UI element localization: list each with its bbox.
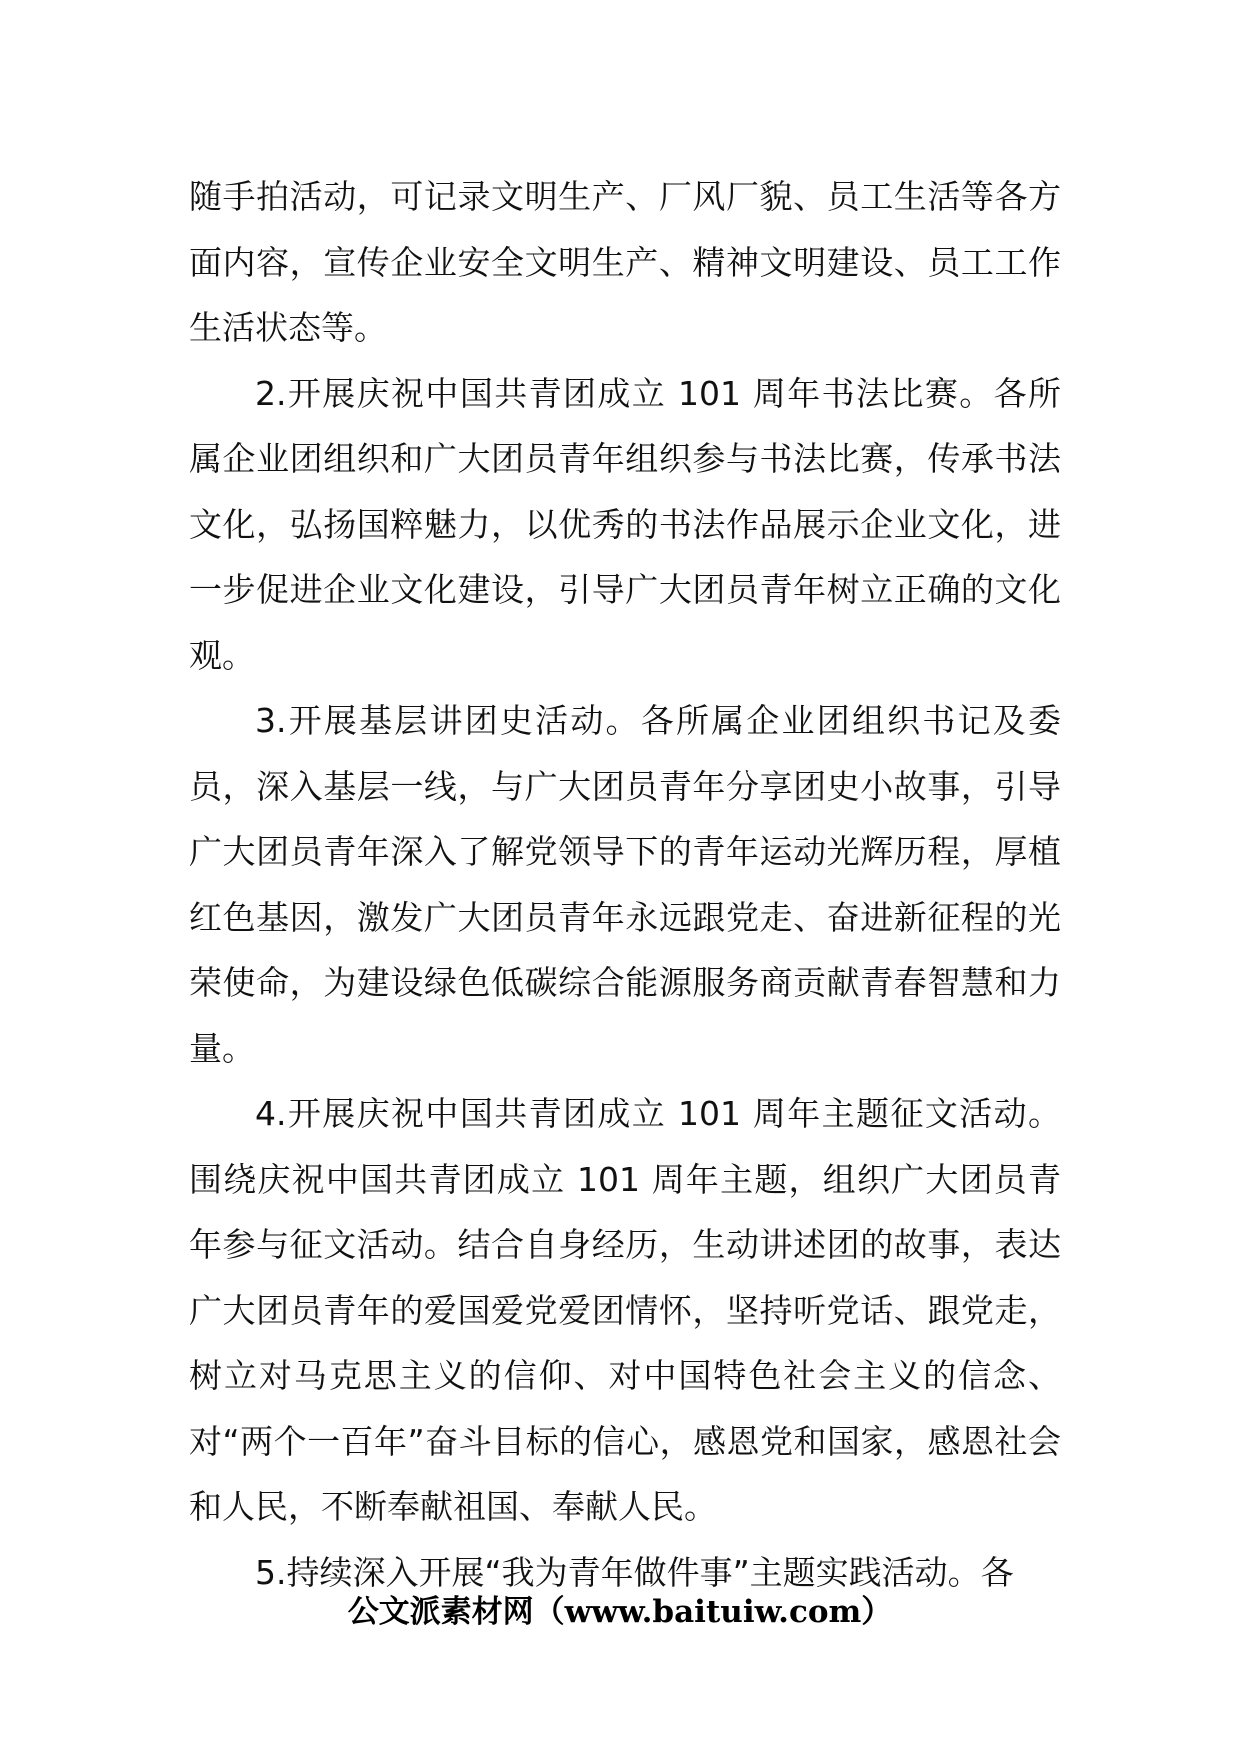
paragraph-youth-service-activity: 5.持续深入开展“我为青年做件事”主题实践活动。各 [255,1552,1014,1592]
document-body [189,164,1061,1605]
paragraph-league-history-talks: 3.开展基层讲团史活动。各所属企业团组织书记及委员，深入基层一线，与广大团员青年分享团史小故事，引导广大团员青年深入了解党领导下的青年运动光辉历程，厚植红色基因，激发广大团员青年永远跟党走、奋进新征程的光荣使命，为建设绿色低碳综合能源服务商贡献青春智慧和力量。 [189,701,1061,1068]
paragraph-essay-contest: 4.开展庆祝中国共青团成立 101 周年主题征文活动。围绕庆祝中国共青团成立 101 周年主题，组织广大团员青年参与征文活动。结合自身经历，生动讲述团的故事，表达广大团员青年的爱国爱党爱团情怀，坚持听党话、跟党走，树立对马克思主义的信仰、对中国特色社会主义的信念、对“两个一百年”奋斗目标的信心，感恩党和国家，感恩社会和人民，不断奉献祖国、奉献人民。 [189,1094,1061,1526]
paragraph-continuation: 随手拍活动，可记录文明生产、厂风厂貌、员工生活等各方面内容，宣传企业安全文明生产、精神文明建设、员工工作生活状态等。 [189,177,1061,347]
paragraph-calligraphy-contest: 2.开展庆祝中国共青团成立 101 周年书法比赛。各所属企业团组织和广大团员青年组织参与书法比赛，传承书法文化，弘扬国粹魅力，以优秀的书法作品展示企业文化，进一步促进企业文化建设，引导广大团员青年树立正确的文化观。 [189,373,1061,675]
footer-watermark: 公文派素材网（www.baituiw.com） [347,1594,893,1630]
